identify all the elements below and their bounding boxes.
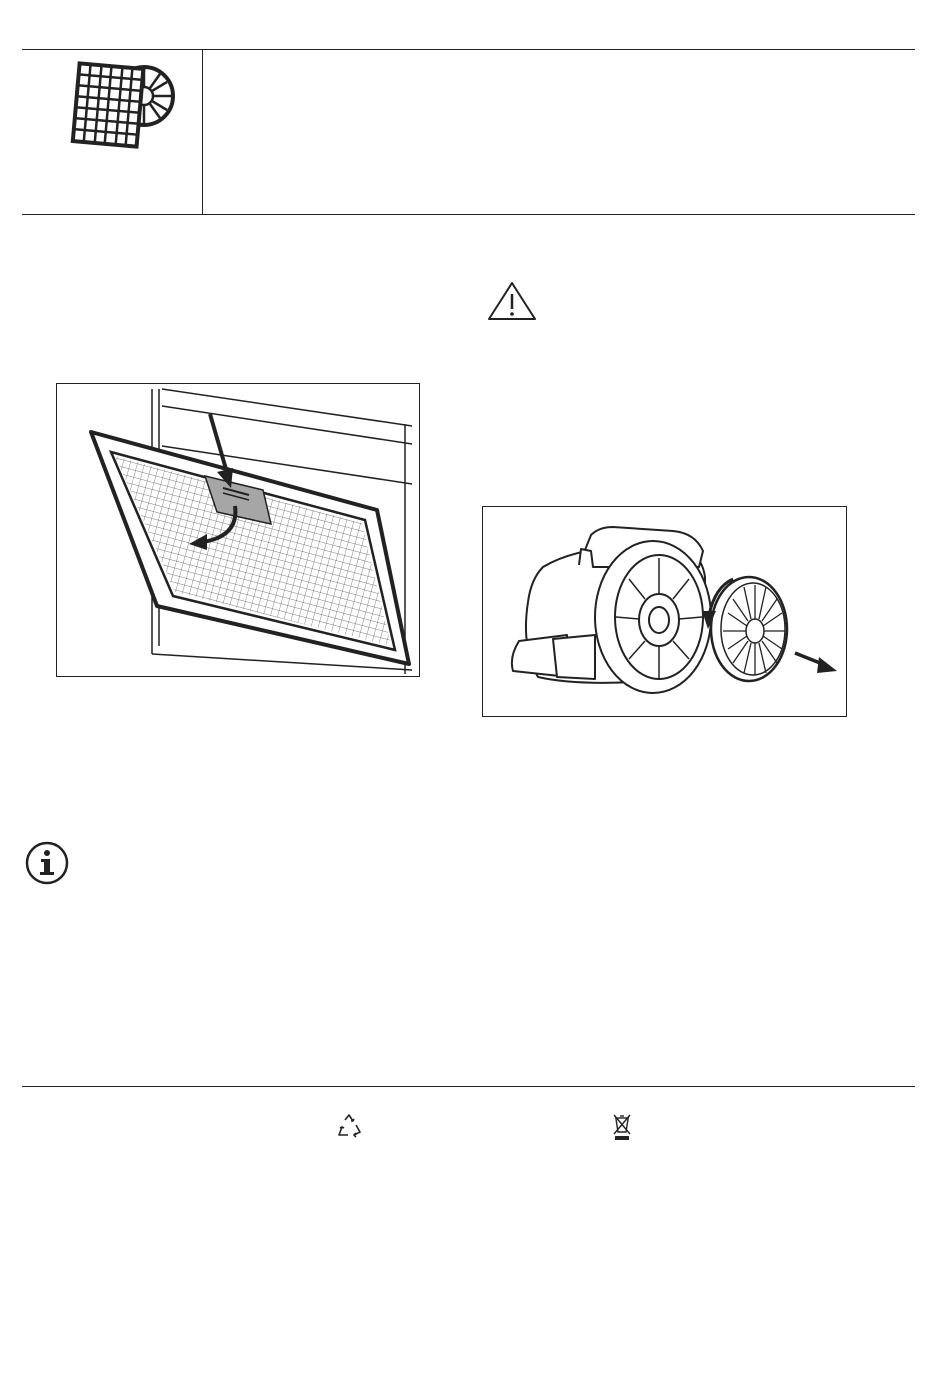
- header-top-rule: [22, 49, 915, 50]
- carbon-filter-icon: [68, 56, 178, 156]
- recycle-icon: [336, 1113, 362, 1139]
- header-bottom-rule: [22, 214, 915, 215]
- warning-triangle-icon: [486, 280, 538, 322]
- header-divider: [202, 49, 203, 214]
- environment-rule: [22, 1086, 915, 1087]
- charcoal-filter-removal-illustration: [482, 506, 847, 717]
- info-icon: [24, 840, 70, 886]
- weee-bin-icon: [612, 1113, 632, 1141]
- grease-filter-removal-illustration: [56, 383, 420, 677]
